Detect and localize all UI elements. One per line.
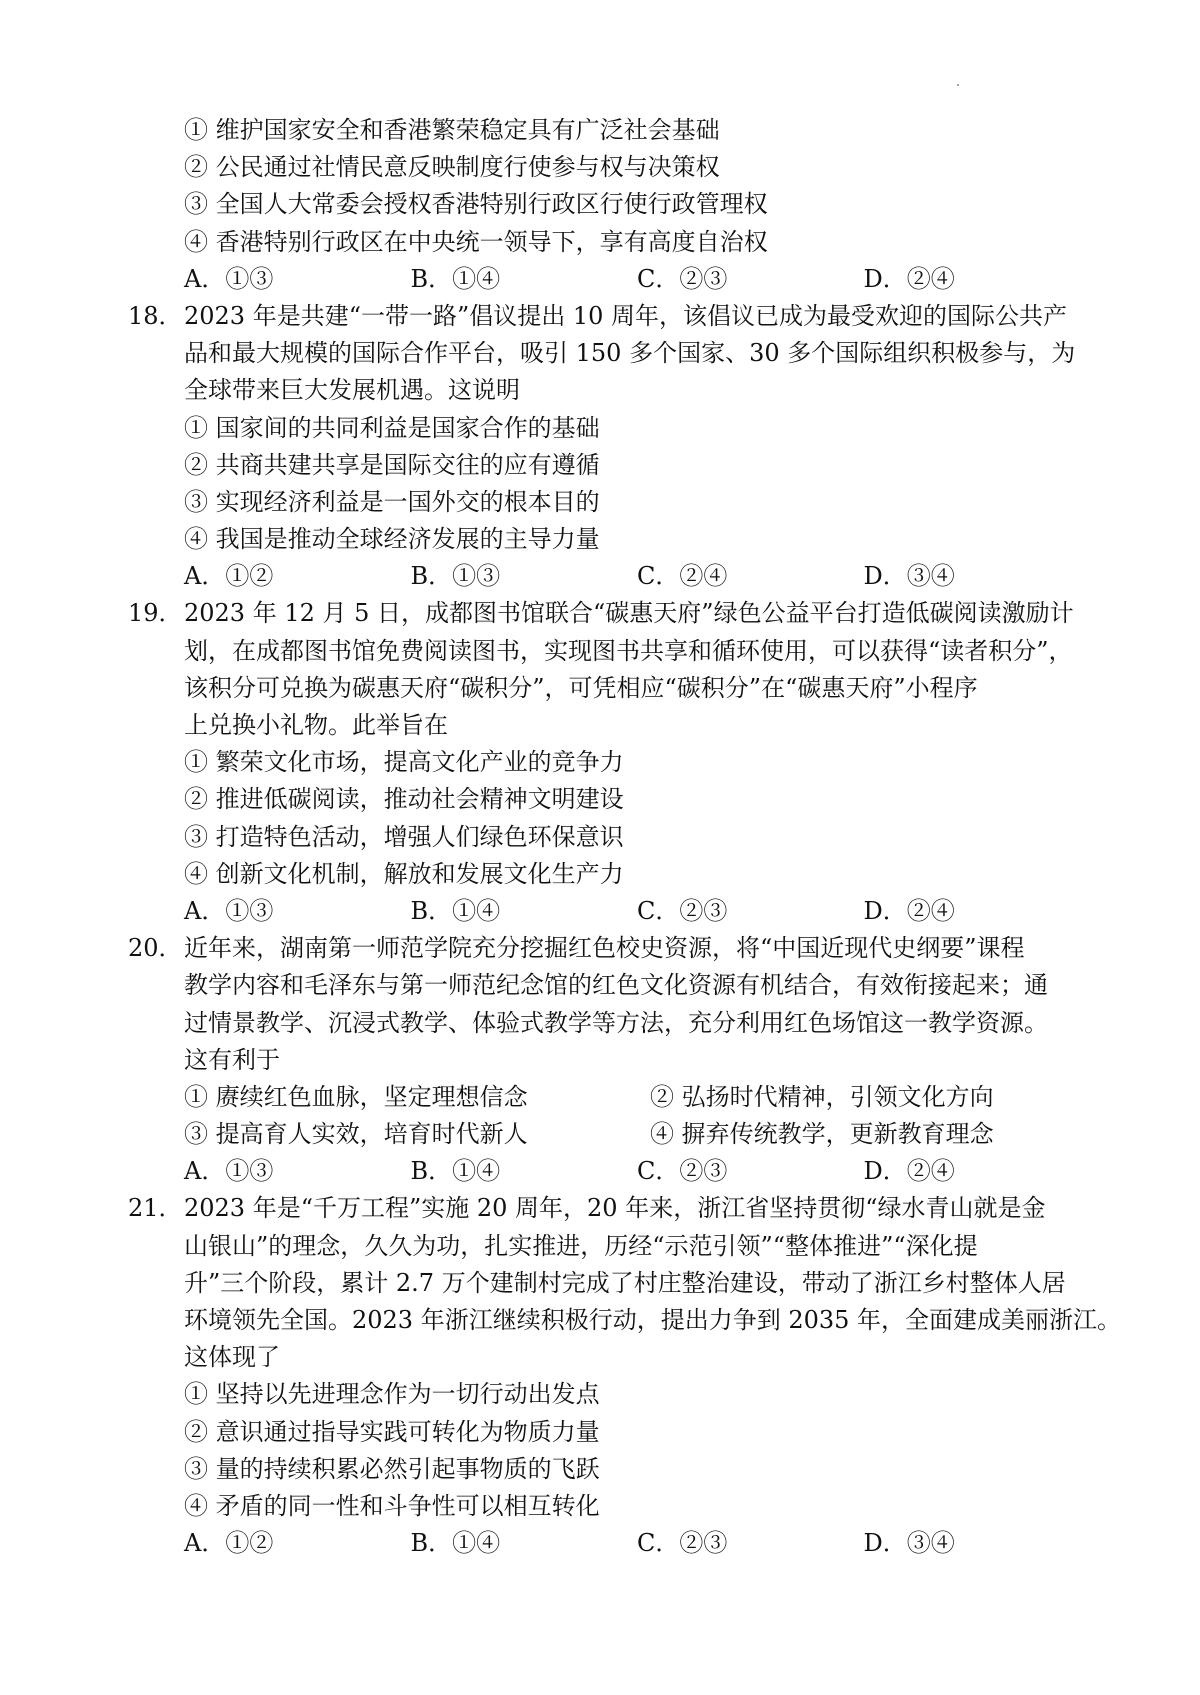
option: ② 弘扬时代精神，引领文化方向	[650, 1082, 994, 1111]
option: ④ 摒弃传统教学，更新教育理念	[650, 1120, 994, 1149]
option: ④ 矛盾的同一性和斗争性可以相互转化	[184, 1491, 600, 1520]
option: ② 共商共建共享是国际交往的应有遵循	[184, 450, 600, 479]
option: ① 国家间的共同利益是国家合作的基础	[184, 413, 600, 442]
answer-b: B．①④	[410, 1157, 501, 1186]
option: ③ 实现经济利益是一国外交的根本目的	[184, 487, 600, 516]
answer-c: C．②③	[637, 896, 728, 925]
question-text: 2023 年是“千万工程”实施 20 周年，20 年来，浙江省坚持贯彻“绿水青山就是金	[184, 1194, 1046, 1223]
question-stem-line	[128, 1190, 1090, 1227]
answer-c: C．②③	[637, 264, 728, 293]
question-stem-line	[128, 595, 1090, 632]
question-stem-line: 教学内容和毛泽东与第一师范纪念馆的红色文化资源有机结合，有效衔接起来；通	[184, 971, 1048, 1000]
question-stem-line: 山银山”的理念，久久为功，扎实推进，历经“示范引领”“整体推进”“深化提	[184, 1231, 978, 1260]
option: ② 推进低碳阅读，推动社会精神文明建设	[184, 785, 624, 814]
question-stem-line: 环境领先全国。2023 年浙江继续积极行动，提出力争到 2035 年，全面建成美丽浙江。	[184, 1306, 1122, 1334]
option: ② 意识通过指导实践可转化为物质力量	[184, 1417, 600, 1446]
option: ① 坚持以先进理念作为一切行动出发点	[184, 1380, 600, 1409]
question-20	[128, 930, 1090, 1190]
answer-a: A．①②	[184, 562, 274, 591]
answer-d: D．②④	[863, 896, 955, 925]
question-17-continuation	[128, 112, 1090, 298]
answer-b: B．①④	[410, 1529, 501, 1558]
option: ① 赓续红色血脉，坚定理想信念	[184, 1082, 528, 1111]
question-19	[128, 595, 1090, 930]
question-stem-line: 划，在成都图书馆免费阅读图书，实现图书共享和循环使用，可以获得“读者积分”，	[184, 636, 1073, 665]
option: ③ 量的持续积累必然引起事物质的飞跃	[184, 1454, 600, 1483]
answer-d: D．②④	[863, 264, 955, 293]
answer-c: C．②③	[637, 1529, 728, 1558]
option: ③ 全国人大常委会授权香港特别行政区行使行政管理权	[184, 190, 768, 219]
question-stem-line: 上兑换小礼物。此举旨在	[184, 711, 448, 739]
answer-choices	[128, 261, 1090, 298]
question-text: 2023 年 12 月 5 日，成都图书馆联合“碳惠天府”绿色公益平台打造低碳阅读激励计	[184, 599, 1074, 628]
question-stem-line: 这体现了	[184, 1343, 280, 1372]
option: ④ 我国是推动全球经济发展的主导力量	[184, 525, 600, 554]
answer-choices	[128, 1525, 1090, 1562]
option: ③ 提高育人实效，培育时代新人	[184, 1120, 528, 1149]
answer-d: D．③④	[863, 562, 955, 591]
answer-choices	[128, 893, 1090, 930]
question-number: 18．	[128, 301, 183, 330]
question-stem-line: 全球带来巨大发展机遇。这说明	[184, 376, 520, 405]
question-stem-line: 这有利于	[184, 1045, 280, 1074]
answer-b: B．①④	[410, 896, 501, 925]
question-stem-line	[128, 298, 1090, 335]
answer-a: A．①③	[184, 264, 274, 293]
question-text: 近年来，湖南第一师范学院充分挖掘红色校史资源，将“中国近现代史纲要”课程	[184, 934, 1025, 963]
question-stem-line: 过情景教学、沉浸式教学、体验式教学等方法，充分利用红色场馆这一教学资源。	[184, 1008, 1048, 1037]
question-stem-line: 品和最大规模的国际合作平台，吸引 150 多个国家、30 多个国际组织积极参与，为	[184, 339, 1076, 368]
answer-a: A．①②	[184, 1529, 274, 1558]
option: ④ 香港特别行政区在中央统一领导下，享有高度自治权	[184, 227, 768, 256]
question-text: 2023 年是共建“一带一路”倡议提出 10 周年，该倡议已成为最受欢迎的国际公共产	[184, 301, 1068, 330]
question-18	[128, 298, 1090, 596]
answer-a: A．①③	[184, 1157, 274, 1186]
question-stem-line: 升”三个阶段，累计 2.7 万个建制村完成了村庄整治建设，带动了浙江乡村整体人居	[184, 1268, 1066, 1297]
answer-choices	[128, 1153, 1090, 1190]
question-number: 21．	[128, 1194, 183, 1223]
answer-d: D．③④	[863, 1529, 955, 1558]
question-list	[128, 112, 1122, 1562]
question-number: 20．	[128, 934, 183, 963]
question-21	[128, 1190, 1122, 1562]
scan-speck	[957, 84, 959, 86]
option: ④ 创新文化机制，解放和发展文化生产力	[184, 859, 624, 888]
question-number: 19．	[128, 599, 183, 628]
question-stem-line	[128, 930, 1090, 967]
option: ③ 打造特色活动，增强人们绿色环保意识	[184, 822, 624, 851]
answer-a: A．①③	[184, 896, 274, 925]
question-stem-line: 该积分可兑换为碳惠天府“碳积分”，可凭相应“碳积分”在“碳惠天府”小程序	[184, 673, 978, 702]
answer-c: C．②④	[637, 562, 728, 591]
answer-choices	[128, 558, 1090, 595]
option: ② 公民通过社情民意反映制度行使参与权与决策权	[184, 153, 720, 182]
option: ① 维护国家安全和香港繁荣稳定具有广泛社会基础	[184, 116, 720, 144]
answer-b: B．①③	[410, 562, 501, 591]
answer-d: D．②④	[863, 1157, 955, 1186]
answer-c: C．②③	[637, 1157, 728, 1186]
option: ① 繁荣文化市场，提高文化产业的竞争力	[184, 748, 624, 777]
answer-b: B．①④	[410, 264, 501, 293]
